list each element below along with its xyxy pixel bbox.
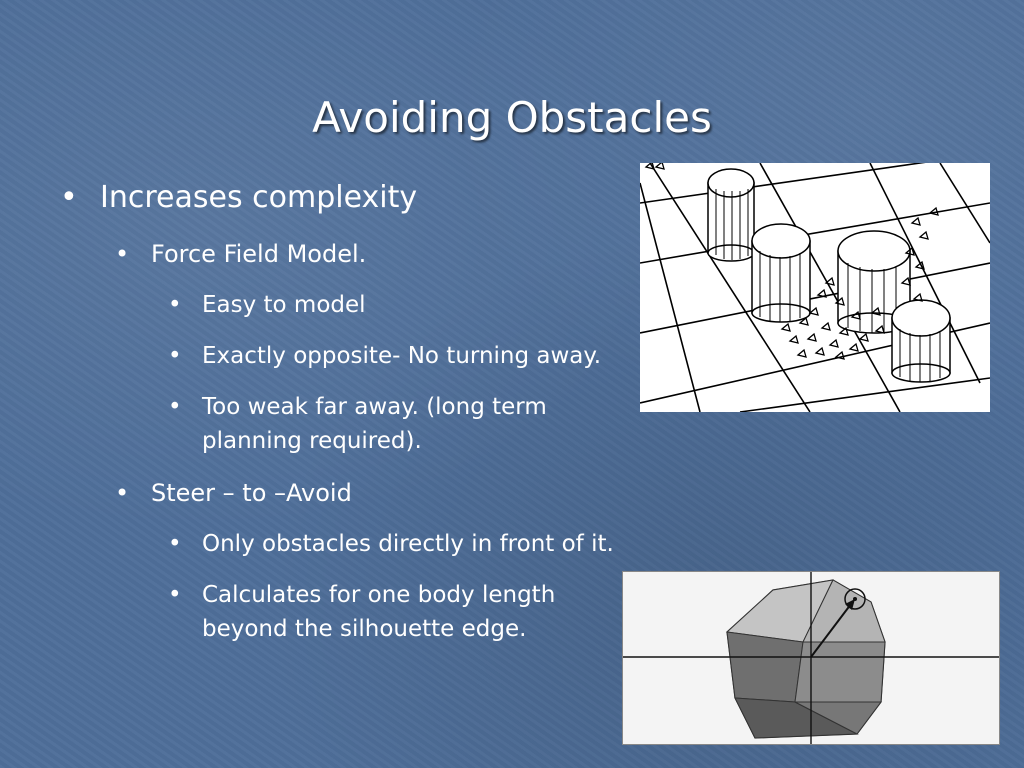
bullet-dot: • xyxy=(168,394,182,420)
bullet-dot: • xyxy=(168,582,182,608)
bullet-text: Easy to model xyxy=(202,292,366,318)
bullet-dot: • xyxy=(168,531,182,557)
bullet-dot: • xyxy=(60,180,78,215)
bullet-text: Only obstacles directly in front of it. xyxy=(202,531,614,557)
bullet-text: Too weak far away. (long term planning required). xyxy=(202,394,547,454)
bullet-item-level1 xyxy=(60,180,417,216)
bullet-item-level3 xyxy=(168,339,601,373)
bullet-text: Force Field Model. xyxy=(151,240,367,268)
bullet-dot: • xyxy=(168,292,182,318)
bullet-dot: • xyxy=(115,240,130,268)
bullet-dot: • xyxy=(115,479,130,507)
steer-to-avoid-figure xyxy=(622,571,1000,745)
bullet-item-level3 xyxy=(168,288,366,322)
bullet-item-level3 xyxy=(168,527,614,561)
force-field-figure xyxy=(640,163,990,412)
slide-title: Avoiding Obstacles xyxy=(312,93,712,142)
bullet-text: Steer – to –Avoid xyxy=(151,479,352,507)
bullet-text: Calculates for one body length beyond the silhouette edge. xyxy=(202,582,556,642)
bullet-item-level2 xyxy=(115,476,352,510)
bullet-text: Exactly opposite- No turning away. xyxy=(202,343,602,369)
bullet-item-level3 xyxy=(168,578,602,646)
bullet-text: Increases complexity xyxy=(100,180,418,215)
bullet-item-level2 xyxy=(115,237,366,271)
bullet-dot: • xyxy=(168,343,182,369)
bullet-item-level3 xyxy=(168,390,622,458)
